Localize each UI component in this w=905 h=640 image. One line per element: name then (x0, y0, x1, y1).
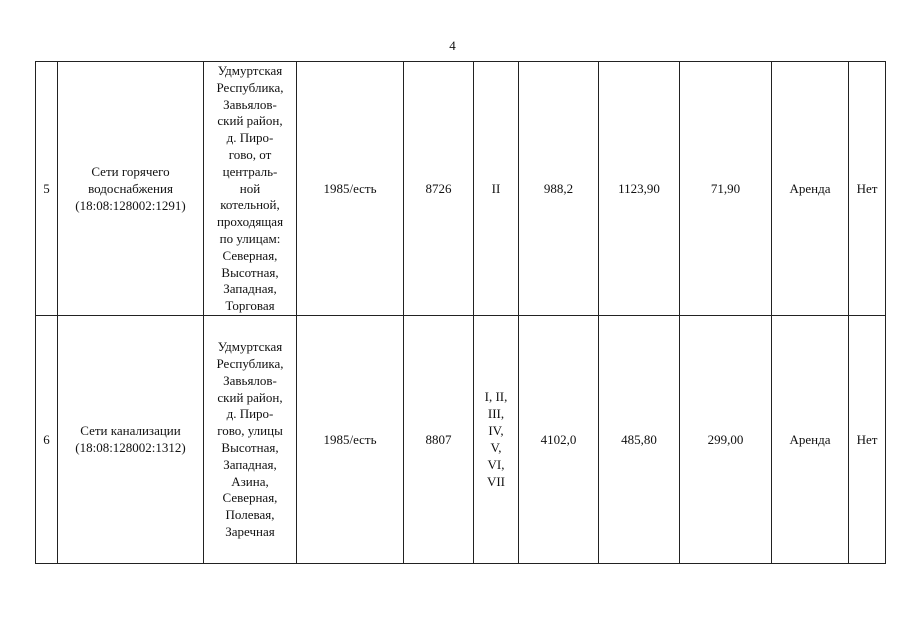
page-number: 4 (449, 38, 456, 53)
address-line: ский район, (217, 389, 283, 405)
address-line: Удмуртская (217, 63, 283, 78)
object-name (58, 62, 204, 316)
address-line: Республика, (216, 79, 284, 95)
value-2: 485,80 (599, 315, 680, 563)
object-name-line: Сети горячего (91, 163, 170, 179)
property-table (35, 61, 886, 564)
address-line: ной (239, 180, 261, 196)
object-address (204, 315, 297, 563)
address-line: ский район, (217, 113, 283, 129)
address-line: Высотная, (221, 264, 279, 280)
category-line: III, (487, 406, 505, 422)
address-line: Западная, (223, 281, 277, 297)
usage-type: Аренда (772, 62, 849, 316)
category-line: IV, (488, 423, 504, 439)
value-3: 71,90 (680, 62, 772, 316)
year-built: 1985/есть (297, 315, 404, 563)
object-number: 8807 (404, 315, 474, 563)
category-line: VII (486, 474, 506, 490)
object-name-line: водоснабжения (88, 180, 173, 196)
usage-type: Аренда (772, 315, 849, 563)
category-line: VI, (487, 457, 505, 473)
value-2: 1123,90 (599, 62, 680, 316)
object-name (58, 315, 204, 563)
address-line: д. Пиро- (226, 406, 274, 422)
category-line: I, II, (484, 389, 508, 405)
address-line: Северная, (222, 247, 278, 263)
object-name-line: (18:08:128002:1312) (75, 440, 186, 456)
address-line: Удмуртская (217, 339, 283, 355)
table-row (36, 62, 886, 316)
address-line: Северная, (222, 490, 278, 506)
address-line: по улицам: (219, 230, 281, 246)
object-category (474, 315, 519, 563)
address-line: Республика, (216, 355, 284, 371)
address-line: Завьялов- (223, 96, 277, 112)
address-line: Заречная (225, 523, 275, 539)
category-line: II (491, 180, 501, 196)
value-3: 299,00 (680, 315, 772, 563)
year-built: 1985/есть (297, 62, 404, 316)
flag-value: Нет (849, 62, 886, 316)
table-row (36, 315, 886, 563)
address-line: Торговая (225, 298, 275, 314)
address-line: котельной, (220, 197, 280, 213)
object-address (204, 62, 297, 316)
object-name-line: Сети канализации (80, 423, 181, 439)
address-line: Полевая, (225, 507, 275, 523)
flag-value: Нет (849, 315, 886, 563)
object-name-line: (18:08:128002:1291) (75, 197, 186, 213)
object-number: 8726 (404, 62, 474, 316)
address-line: Завьялов- (223, 372, 277, 388)
address-line: Западная, (223, 456, 277, 472)
value-1: 4102,0 (519, 315, 599, 563)
value-1: 988,2 (519, 62, 599, 316)
address-line: гово, от (228, 146, 272, 162)
address-line: Высотная, (221, 439, 279, 455)
address-line: централь- (222, 163, 278, 179)
address-line: д. Пиро- (226, 130, 274, 146)
row-index: 6 (36, 315, 58, 563)
address-line: проходящая (216, 214, 284, 230)
address-line: Азина, (231, 473, 269, 489)
address-line: гово, улицы (217, 423, 283, 439)
object-category (474, 62, 519, 316)
row-index: 5 (36, 62, 58, 316)
category-line: V, (490, 440, 502, 456)
